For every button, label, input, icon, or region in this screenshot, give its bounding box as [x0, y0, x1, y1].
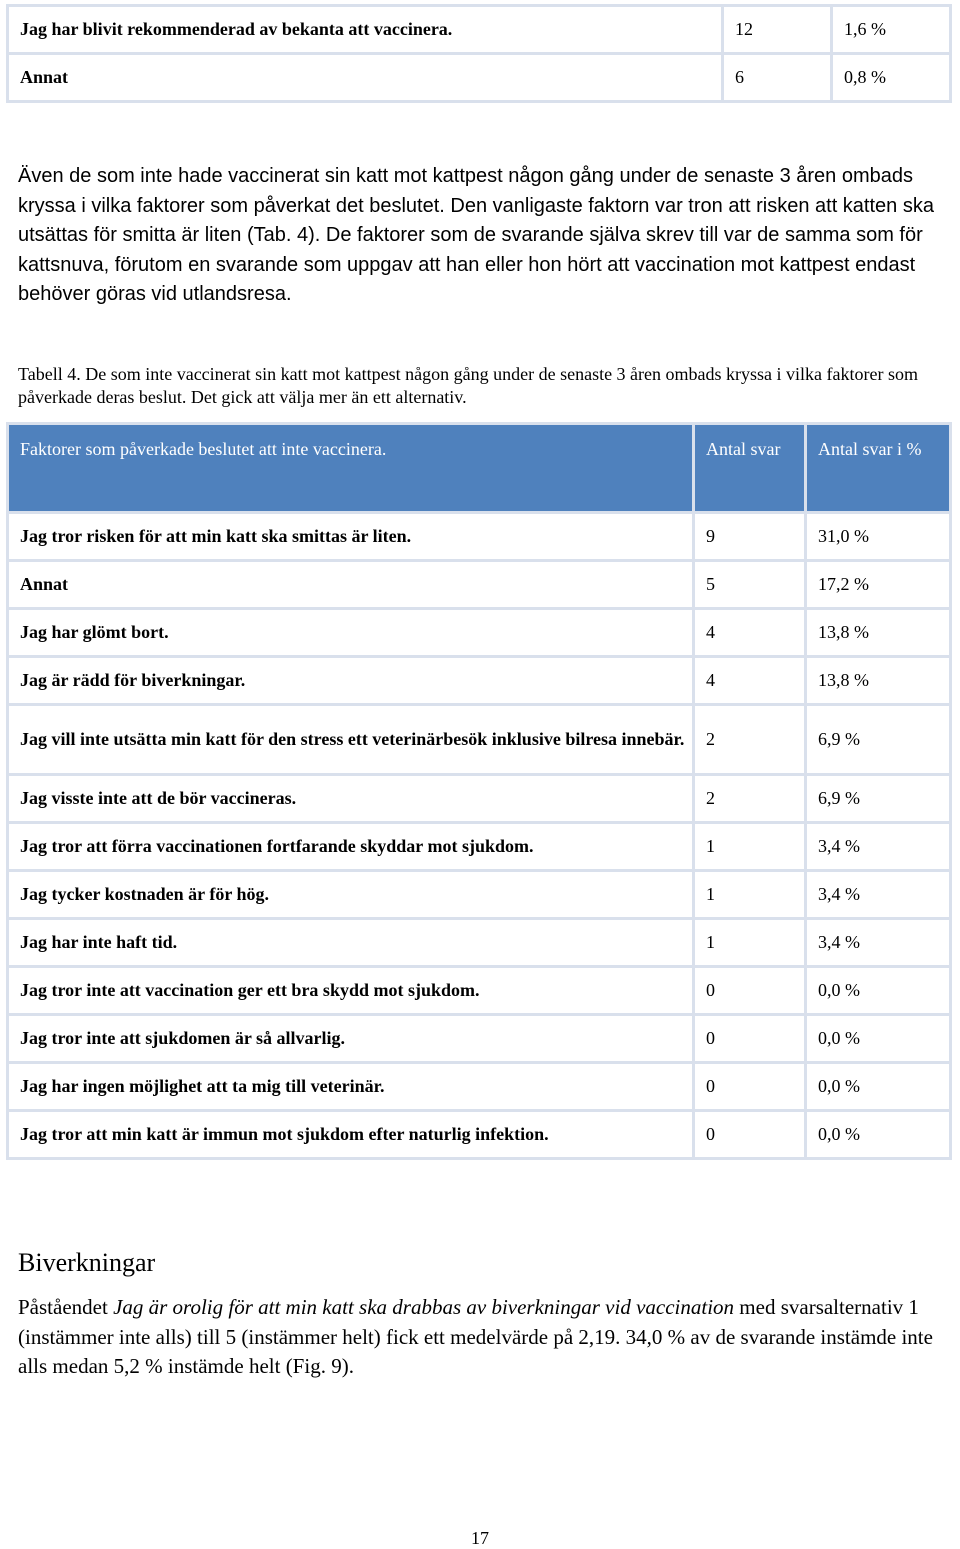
table-row [8, 871, 951, 919]
row-label: Jag har blivit rekommenderad av bekanta att vaccinera. [8, 6, 723, 54]
row-count: 1 [694, 919, 806, 967]
row-percent: 6,9 % [806, 775, 951, 823]
table-row [8, 513, 951, 561]
table-row [8, 919, 951, 967]
row-label: Jag tror att min katt är immun mot sjukdom efter naturlig infektion. [8, 1111, 694, 1159]
row-percent: 0,0 % [806, 967, 951, 1015]
row-percent: 6,9 % [806, 705, 951, 775]
header-count: Antal svar [694, 424, 806, 513]
row-count: 4 [694, 657, 806, 705]
row-percent: 0,0 % [806, 1111, 951, 1159]
row-label: Annat [8, 54, 723, 102]
row-percent: 1,6 % [832, 6, 951, 54]
row-count: 12 [723, 6, 832, 54]
section-rest: med svarsalternativ 1 (instämmer inte alls) till 5 (instämmer helt) fick ett medelvärde på 2,19. 34,0 % av de svarande instämde inte alls medan 5,2 % instämde helt (Fig. 9). [18, 1295, 933, 1378]
row-count: 6 [723, 54, 832, 102]
table-row [8, 1015, 951, 1063]
section-intro: Påståendet [18, 1295, 114, 1319]
row-count: 2 [694, 705, 806, 775]
row-label: Jag är rädd för biverkningar. [8, 657, 694, 705]
row-label: Jag tror inte att sjukdomen är så allvarlig. [8, 1015, 694, 1063]
row-count: 0 [694, 1063, 806, 1111]
row-count: 2 [694, 775, 806, 823]
row-label: Jag tror att förra vaccinationen fortfarande skyddar mot sjukdom. [8, 823, 694, 871]
row-percent: 3,4 % [806, 919, 951, 967]
row-percent: 17,2 % [806, 561, 951, 609]
row-label: Jag har inte haft tid. [8, 919, 694, 967]
row-label: Jag visste inte att de bör vaccineras. [8, 775, 694, 823]
row-count: 1 [694, 823, 806, 871]
table-row [8, 775, 951, 823]
row-count: 5 [694, 561, 806, 609]
row-label: Jag tror risken för att min katt ska smittas är liten. [8, 513, 694, 561]
row-percent: 3,4 % [806, 823, 951, 871]
table-row [8, 1063, 951, 1111]
row-count: 1 [694, 871, 806, 919]
body-paragraph: Även de som inte hade vaccinerat sin katt mot kattpest någon gång under de senaste 3 åren ombads kryssa i vilka faktorer som påverkat det beslutet. Den vanligaste faktorn var tron att risken att katten ska utsättas för smitta är liten (Tab. 4). De faktorer som de svarande själva skrev till var de samma som för kattsnuva, förutom en svarande som uppgav att han eller hon hört att vaccination mot kattpest endast behöver göras vid utlandsresa. [18, 165, 934, 305]
factors-table-body [8, 513, 951, 1159]
previous-results-table [6, 4, 952, 103]
row-label: Jag vill inte utsätta min katt för den stress ett veterinärbesök inklusive bilresa innebär. [8, 705, 694, 775]
table-row [8, 609, 951, 657]
table-caption: Tabell 4. De som inte vaccinerat sin katt mot kattpest någon gång under de senaste 3 åren ombads kryssa i vilka faktorer som påverkade deras beslut. Det gick att välja mer än ett alternativ. [18, 364, 918, 407]
row-percent: 31,0 % [806, 513, 951, 561]
section-quote: Jag är orolig för att min katt ska drabbas av biverkningar vid vaccination [113, 1295, 735, 1319]
table-row [8, 967, 951, 1015]
table-row [8, 657, 951, 705]
row-percent: 3,4 % [806, 871, 951, 919]
section-paragraph [18, 1293, 948, 1382]
row-count: 0 [694, 967, 806, 1015]
row-label: Jag tror inte att vaccination ger ett bra skydd mot sjukdom. [8, 967, 694, 1015]
row-label: Jag har ingen möjlighet att ta mig till veterinär. [8, 1063, 694, 1111]
table-header-row [8, 424, 951, 513]
row-count: 9 [694, 513, 806, 561]
page-number: 17 [471, 1528, 489, 1548]
row-count: 4 [694, 609, 806, 657]
row-percent: 0,8 % [832, 54, 951, 102]
row-label: Jag tycker kostnaden är för hög. [8, 871, 694, 919]
table-row [8, 561, 951, 609]
row-label: Jag har glömt bort. [8, 609, 694, 657]
row-count: 0 [694, 1015, 806, 1063]
header-percent: Antal svar i % [806, 424, 951, 513]
table-row [8, 54, 951, 102]
table-row [8, 6, 951, 54]
factors-table [6, 422, 952, 1160]
header-factor: Faktorer som påverkade beslutet att inte vaccinera. [8, 424, 694, 513]
row-percent: 13,8 % [806, 657, 951, 705]
row-percent: 13,8 % [806, 609, 951, 657]
table-row [8, 1111, 951, 1159]
table-row [8, 705, 951, 775]
row-label: Annat [8, 561, 694, 609]
section-heading: Biverkningar [18, 1248, 156, 1277]
row-count: 0 [694, 1111, 806, 1159]
row-percent: 0,0 % [806, 1063, 951, 1111]
table-row [8, 823, 951, 871]
row-percent: 0,0 % [806, 1015, 951, 1063]
